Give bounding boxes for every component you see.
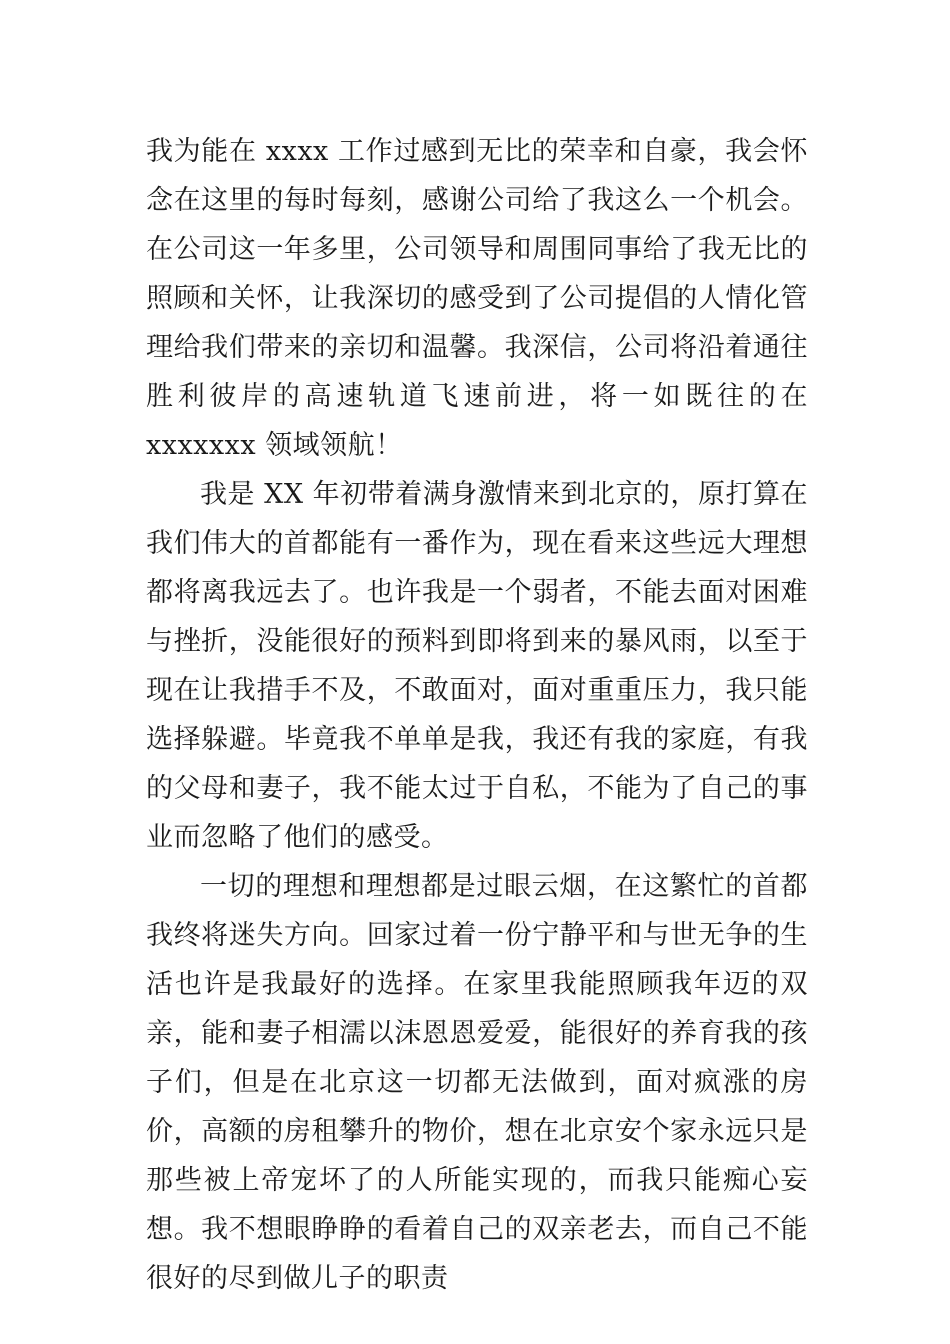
paragraph-3: 一切的理想和理想都是过眼云烟，在这繁忙的首都我终将迷失方向。回家过着一份宁静平和与世无争的生活也许是我最好的选择。在家里我能照顾我年迈的双亲，能和妻子相濡以沫恩恩爱爱，能很好的养育我的孩子们，但是在北京这一切都无法做到，面对疯涨的房价，高额的房租攀升的物价，想在北京安个家永远只是那些被上帝宠坏了的人所能实现的，而我只能痴心妄想。我不想眼睁睁的看着自己的双亲老去，而自己不能很好的尽到做儿子的职责 xyxy=(146,871,808,1294)
paragraph-1: 我为能在 xxxx 工作过感到无比的荣幸和自豪，我会怀念在这里的每时每刻，感谢公司给了我这么一个机会。在公司这一年多里，公司领导和周围同事给了我无比的照顾和关怀，让我深切的感受到了公司提倡的人情化管理给我们带来的亲切和温馨。我深信，公司将沿着通往胜利彼岸的高速轨道飞速前进，将一如既往的在 xxxxxxx 领域领航！ xyxy=(146,136,808,461)
paragraph-2: 我是 XX 年初带着满身激情来到北京的，原打算在我们伟大的首都能有一番作为，现在看来这些远大理想都将离我远去了。也许我是一个弱者，不能去面对困难与挫折，没能很好的预料到即将到来的暴风雨，以至于现在让我措手不及，不敢面对，面对重重压力，我只能选择躲避。毕竟我不单单是我，我还有我的家庭，有我的父母和妻子，我不能太过于自私，不能为了自己的事业而忽略了他们的感受。 xyxy=(146,479,808,853)
document-body xyxy=(146,127,808,1303)
